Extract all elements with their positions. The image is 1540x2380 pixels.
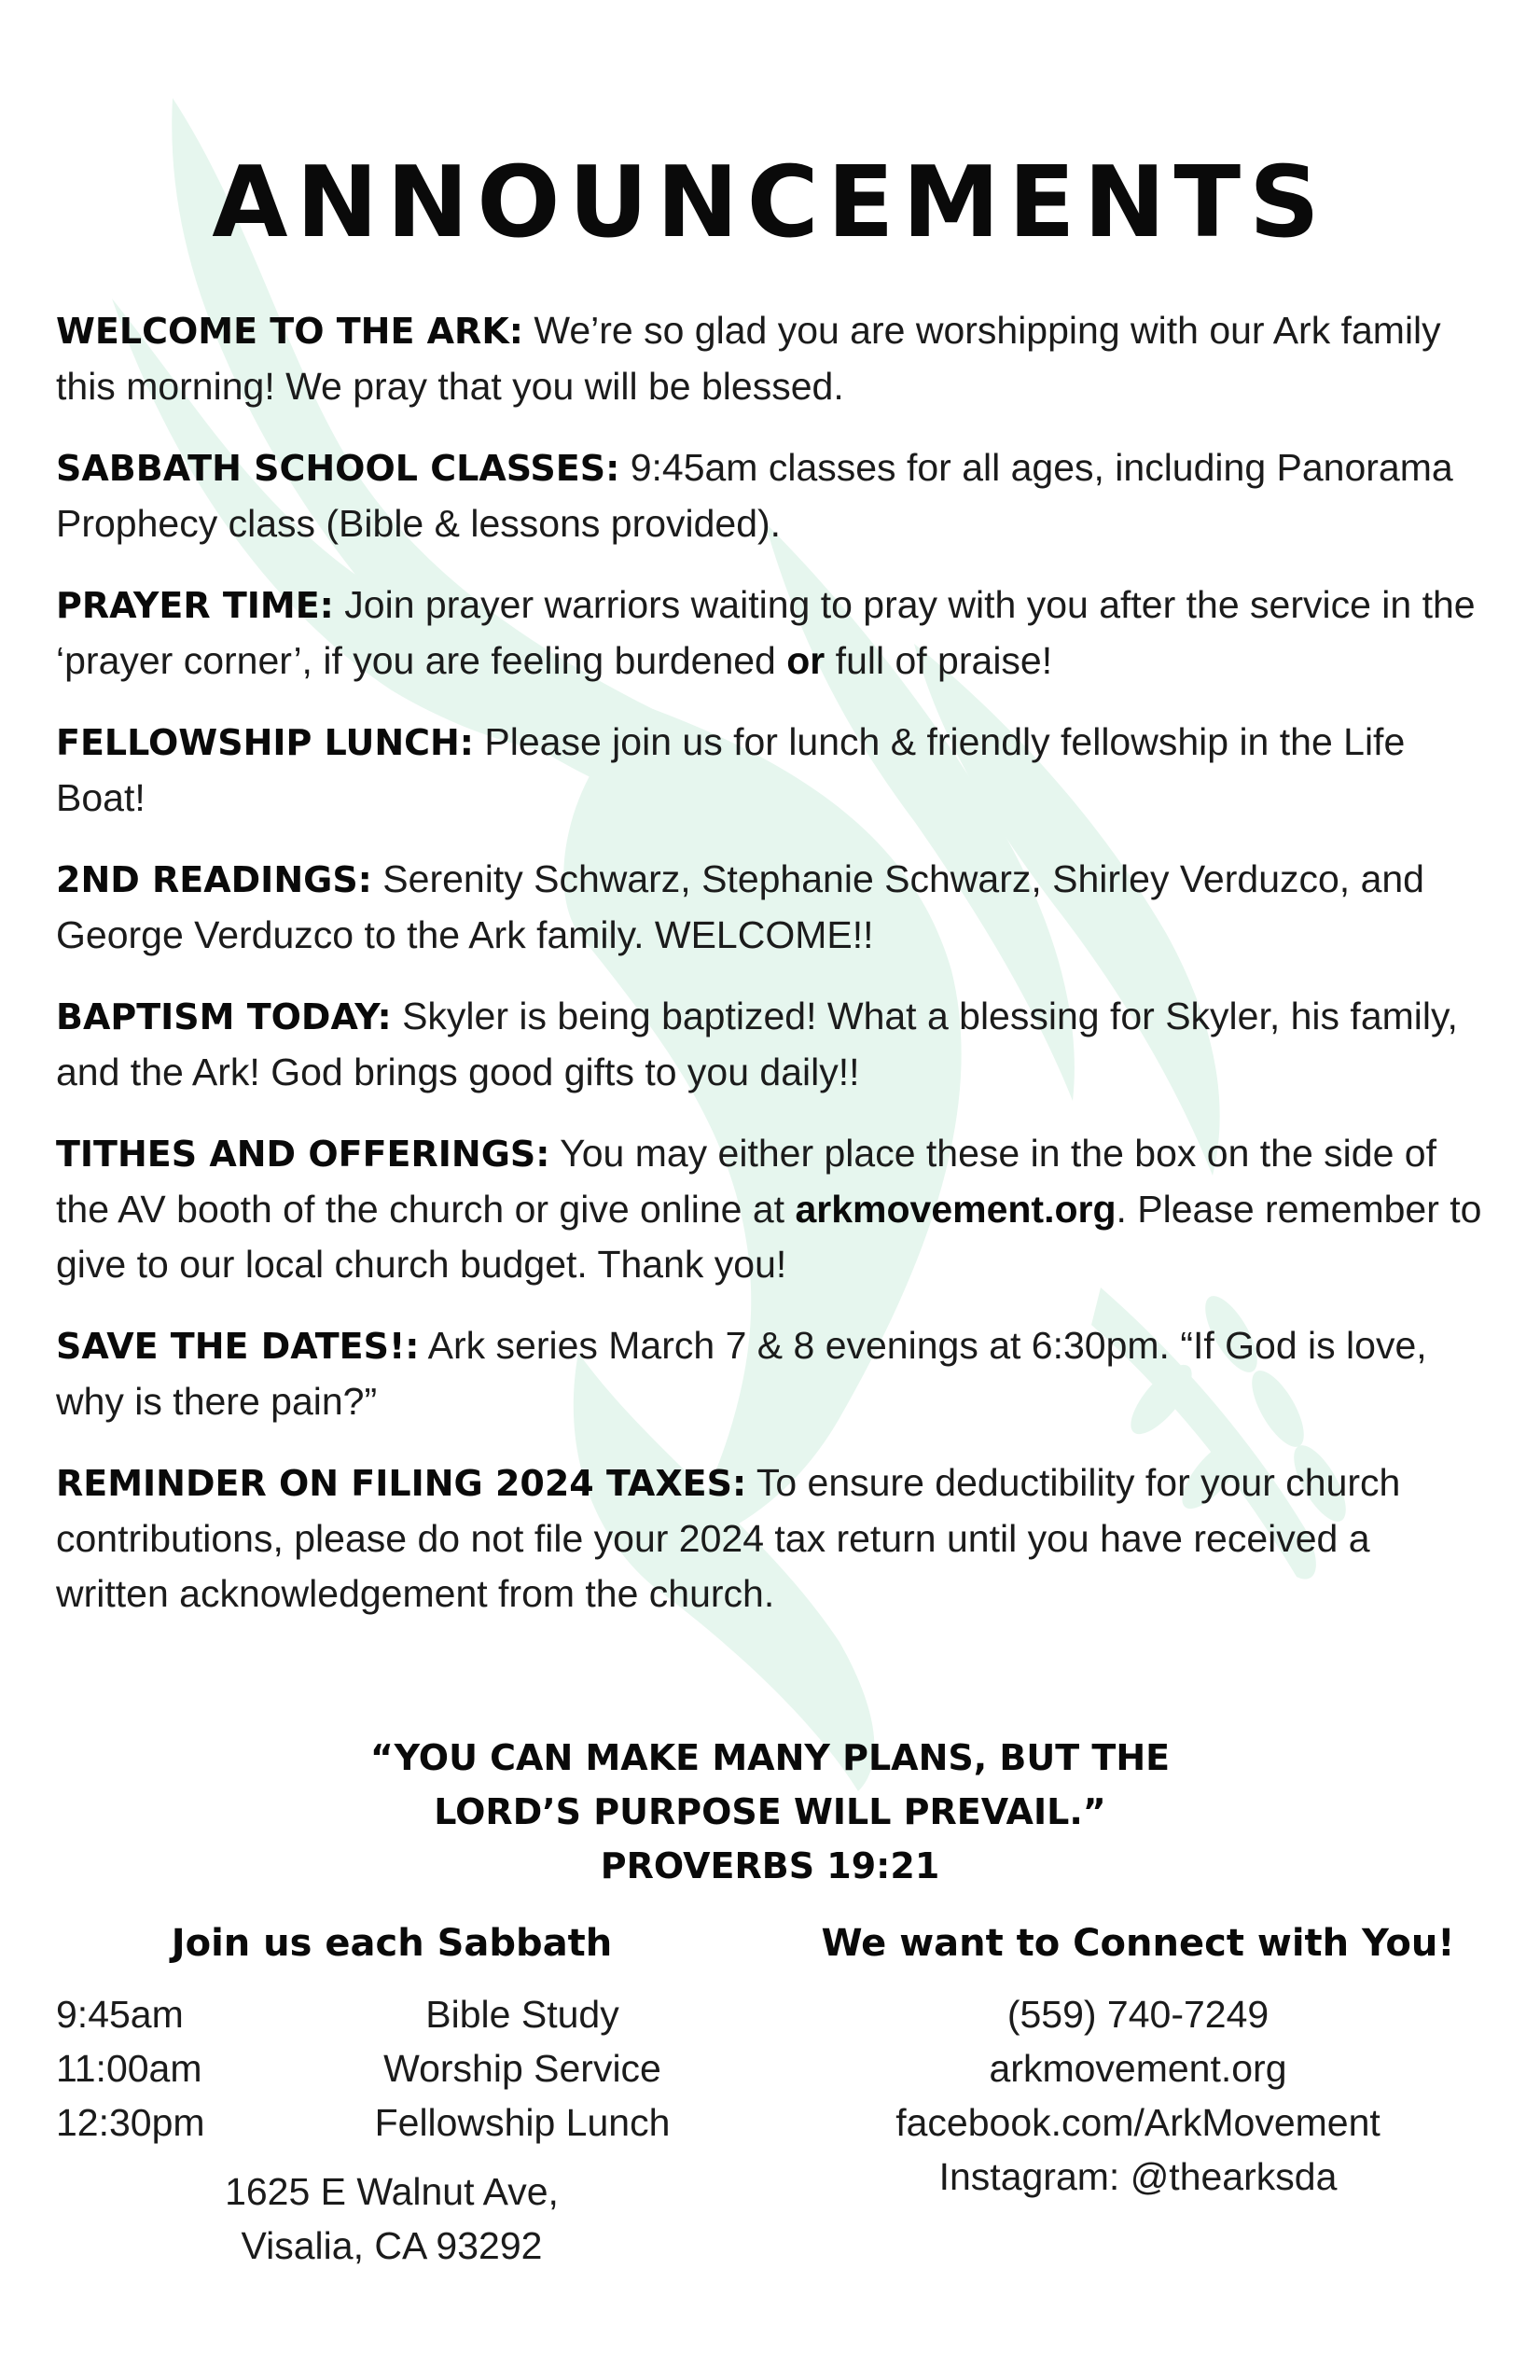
announcement-label: SABBATH SCHOOL CLASSES: [56, 448, 620, 489]
announcement-taxes [56, 1455, 1483, 1621]
announcement-2nd-readings [56, 852, 1483, 963]
announcement-text: We’re so glad you are worshipping with our Ark family this morning! We pray that you will be blessed. [56, 309, 1441, 408]
announcement-text: Skyler is being baptized! What a blessing for Skyler, his family, and the Ark! God brings good gifts to you daily!! [56, 995, 1458, 1093]
announcement-label: SAVE THE DATES!: [56, 1326, 420, 1367]
announcement-label: PRAYER TIME: [56, 585, 334, 626]
schedule-event: Fellowship Lunch [374, 2101, 671, 2144]
schedule-time: 9:45am [56, 1993, 184, 2036]
address-line: 1625 E Walnut Ave, [225, 2170, 559, 2213]
scripture-quote [0, 1731, 1540, 1893]
sabbath-heading: Join us each Sabbath [171, 1922, 613, 1965]
instagram-handle[interactable]: Instagram: @thearksda [938, 2155, 1338, 2198]
announcements-list [56, 303, 1483, 1648]
schedule-time: 11:00am [56, 2047, 202, 2090]
facebook-link[interactable]: facebook.com/ArkMovement [895, 2101, 1380, 2144]
announcement-label: REMINDER ON FILING 2024 TAXES: [56, 1463, 747, 1504]
announcement-text: Join prayer warriors waiting to pray with you after the service in the ‘prayer corner’, if you are feeling burdened [56, 583, 1476, 682]
announcement-prayer-time [56, 578, 1483, 689]
announcement-text: You may either place these in the box on the side of the AV booth of the church or give online at [56, 1132, 1436, 1231]
quote-line: “YOU CAN MAKE MANY PLANS, BUT THE [369, 1737, 1171, 1778]
announcement-label: 2ND READINGS: [56, 859, 372, 900]
announcement-text: 9:45am classes for all ages, including Panorama Prophecy class (Bible & lessons provided). [56, 446, 1453, 545]
announcement-tithes [56, 1126, 1483, 1292]
website-link[interactable]: arkmovement.org [795, 1188, 1117, 1231]
phone-number[interactable]: (559) 740-7249 [1006, 1993, 1269, 2036]
schedule-row [56, 1987, 728, 2041]
schedule-event: Worship Service [383, 2047, 661, 2090]
announcement-welcome [56, 303, 1483, 414]
announcement-label: TITHES AND OFFERINGS: [56, 1134, 550, 1175]
announcement-text: Please join us for lunch & friendly fellowship in the Life Boat! [56, 720, 1406, 819]
announcement-text: Serenity Schwarz, Stephanie Schwarz, Shirley Verduzco, and George Verduzco to the Ark family. WELCOME!! [56, 857, 1424, 956]
quote-reference: PROVERBS 19:21 [600, 1845, 940, 1886]
announcement-text: full of praise! [835, 639, 1053, 682]
website-link[interactable]: arkmovement.org [989, 2047, 1287, 2090]
quote-line: LORD’S PURPOSE WILL PREVAIL.” [434, 1791, 1106, 1832]
church-address [56, 2164, 728, 2273]
connect-heading: We want to Connect with You! [821, 1922, 1455, 1965]
announcement-text: Ark series March 7 & 8 evenings at 6:30pm. “If God is love, why is there pain?” [56, 1324, 1427, 1423]
announcement-baptism [56, 989, 1483, 1100]
page-title: ANNOUNCEMENTS [212, 146, 1328, 259]
contact-info [802, 1987, 1474, 2204]
announcement-fellowship-lunch [56, 715, 1483, 826]
announcement-text: To ensure deductibility for your church contributions, please do not file your 2024 tax return until you have received a written acknowledgement from the church. [56, 1461, 1401, 1615]
announcement-label: WELCOME TO THE ARK: [56, 311, 523, 352]
announcement-emphasis: or [786, 639, 825, 682]
schedule-row [56, 2095, 728, 2150]
announcement-label: FELLOWSHIP LUNCH: [56, 722, 475, 763]
announcement-label: BAPTISM TODAY: [56, 996, 392, 1037]
schedule-row [56, 2041, 728, 2095]
announcement-text: . Please remember to give to our local church budget. Thank you! [56, 1188, 1482, 1286]
announcement-sabbath-school [56, 440, 1483, 551]
address-line: Visalia, CA 93292 [241, 2224, 543, 2267]
sabbath-schedule [56, 1987, 728, 2150]
schedule-time: 12:30pm [56, 2101, 205, 2144]
schedule-event: Bible Study [425, 1993, 619, 2036]
announcement-save-the-dates [56, 1318, 1483, 1429]
